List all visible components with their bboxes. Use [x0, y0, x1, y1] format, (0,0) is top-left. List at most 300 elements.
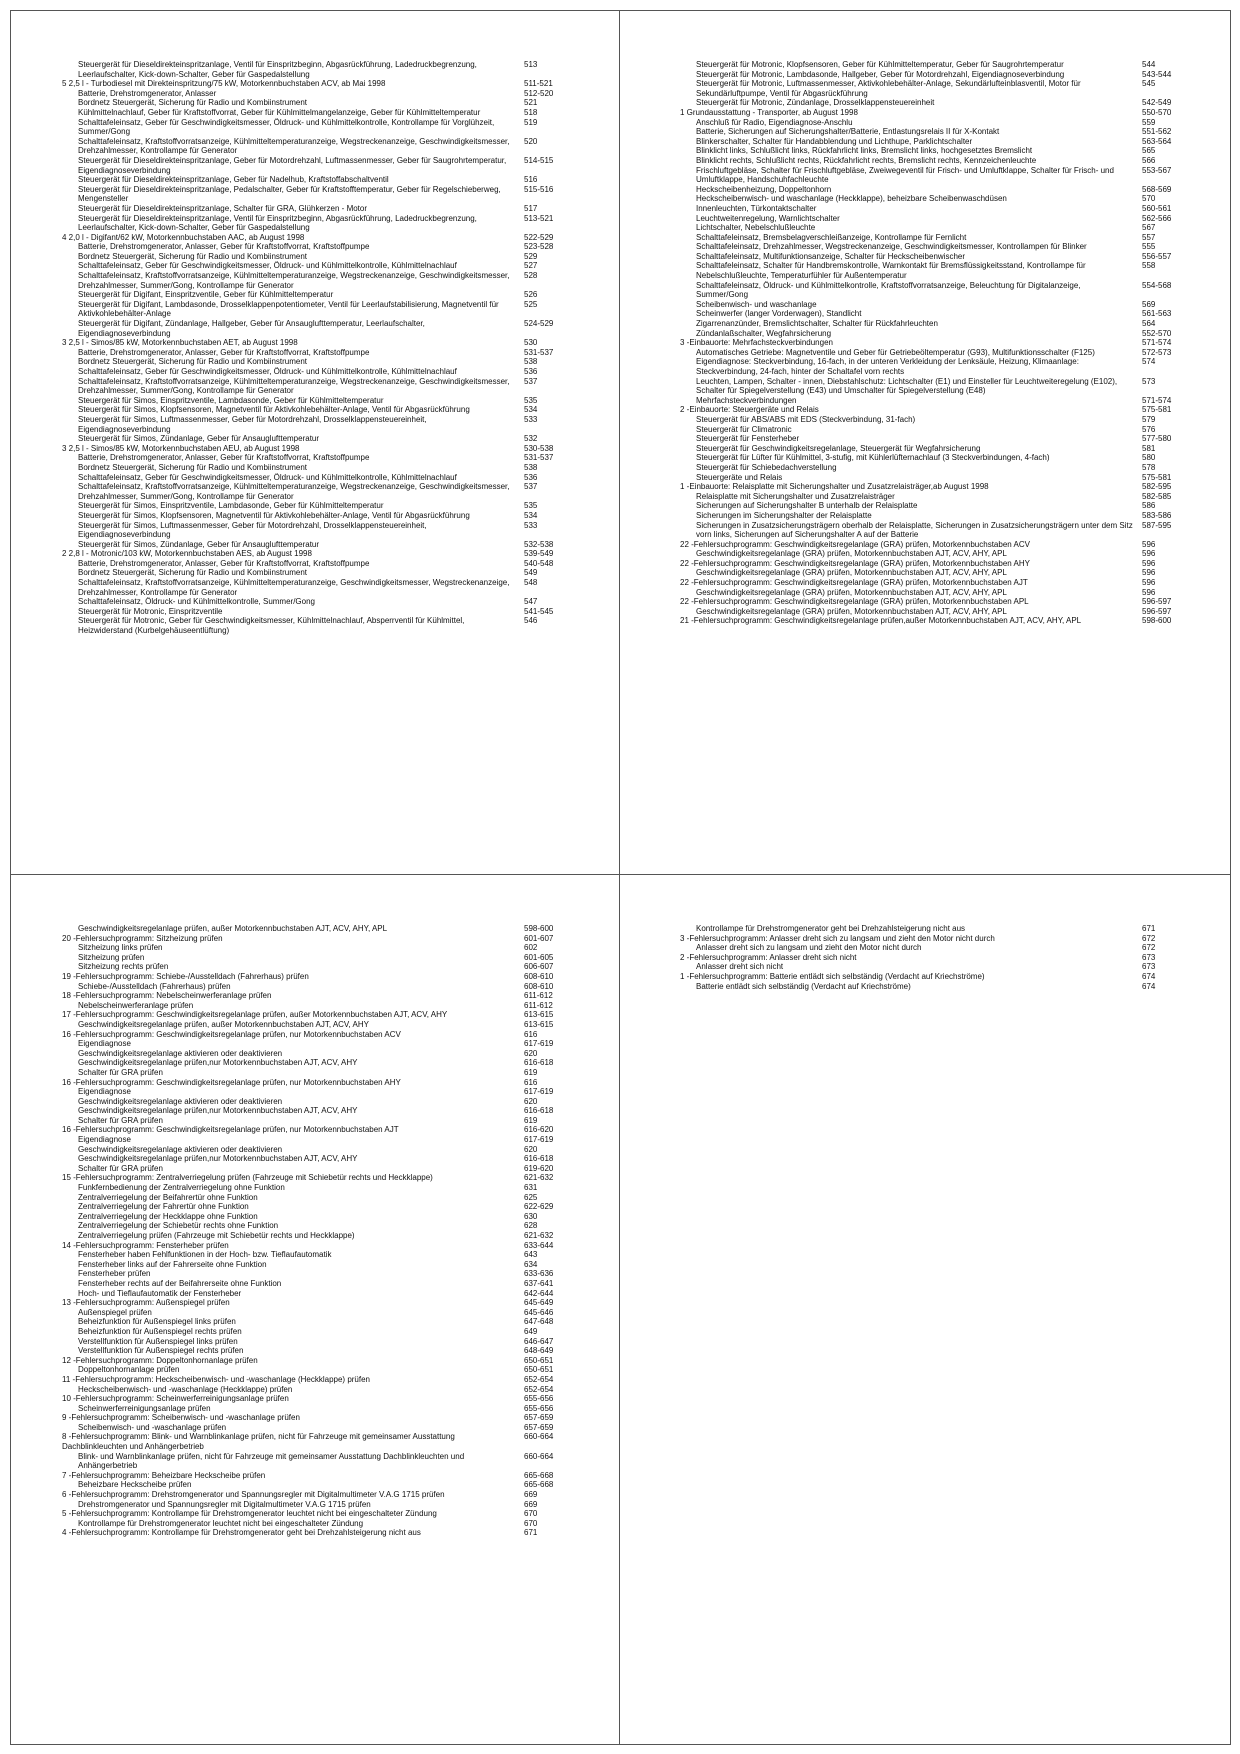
- toc-entry-title: Blinkerschalter, Schalter für Handabblendung und Lichthupe, Parklichtschalter: [696, 136, 973, 146]
- toc-entry[interactable]: [62, 1365, 632, 1375]
- toc-entry[interactable]: [680, 127, 1240, 137]
- toc-section-entry[interactable]: [680, 108, 1240, 118]
- toc-entry[interactable]: [62, 185, 632, 204]
- toc-entry[interactable]: [680, 300, 1240, 310]
- toc-entry[interactable]: [62, 137, 632, 156]
- toc-entry[interactable]: [680, 281, 1240, 300]
- toc-entry-title: Steuergerät für Dieseldirekteinspritzanlage, Schalter für GRA, Glühkerzen - Motor: [78, 203, 368, 213]
- toc-entry[interactable]: [62, 175, 632, 185]
- toc-entry-title: Scheibenwisch- und -waschanlage prüfen: [78, 1422, 227, 1432]
- toc-entry-pages: 643: [524, 1250, 538, 1260]
- toc-section-entry[interactable]: [62, 1432, 632, 1451]
- toc-entry[interactable]: [62, 1020, 632, 1030]
- toc-entry[interactable]: [680, 415, 1240, 425]
- toc-entry[interactable]: [62, 405, 632, 415]
- toc-entry-title: Geschwindigkeitsregelanlage prüfen,nur Motorkennbuchstaben AJT, ACV, AHY: [78, 1106, 358, 1116]
- toc-entry-pages: 536: [524, 472, 538, 482]
- toc-entry-title: Steuergerät für Simos, Luftmassenmesser, Geber für Motordrehzahl, Drosselklappensteuereinheit, Eigendiagnoseverbindung: [78, 414, 427, 434]
- toc-entry[interactable]: [62, 453, 632, 463]
- toc-entry[interactable]: [680, 329, 1240, 339]
- toc-entry-title: Blinklicht links, Schlußlicht links, Rückfahrlicht links, Bremslicht links, hochgesetztes Bremslicht: [696, 146, 1033, 156]
- toc-entry-title: Sicherungen in Zusatzsicherungsträgern oberhalb der Relaisplatte, Sicherungen in Zusatzsicherungsträgern unter dem Sitz vorn links, Sicherungen auf Sicherungshalter A auf der Batterie: [696, 520, 1133, 540]
- toc-entry-title: Blinklicht rechts, Schlußlicht rechts, Rückfahrlicht rechts, Bremslicht rechts, Kennzeichenleuchte: [696, 155, 1037, 165]
- toc-entry[interactable]: [62, 1260, 632, 1270]
- toc-entry-title: Nebelscheinwerferanlage prüfen: [78, 1000, 194, 1010]
- toc-entry-pages: 673: [1142, 952, 1156, 962]
- toc-entry-title: 15 -Fehlersuchprogramm: Zentralverriegelung prüfen (Fahrzeuge mit Schiebetür rechts und Heckklappe): [62, 1173, 433, 1183]
- toc-entry-title: Fensterheber haben Fehlfunktionen in der Hoch- bzw. Tieflaufautomatik: [78, 1250, 332, 1260]
- toc-entry[interactable]: [62, 1337, 632, 1347]
- toc-entry-pages: 562-566: [1142, 213, 1172, 223]
- toc-entry-pages: 575-581: [1142, 472, 1172, 482]
- toc-entry-pages: 532: [524, 434, 538, 444]
- toc-entry-title: Fensterheber prüfen: [78, 1269, 151, 1279]
- toc-entry-title: 9 -Fehlersuchprogramm: Scheibenwisch- und -waschanlage prüfen: [62, 1413, 300, 1423]
- toc-entry-pages: 556-557: [1142, 251, 1172, 261]
- toc-entry[interactable]: [62, 1250, 632, 1260]
- toc-entry[interactable]: [62, 348, 632, 358]
- toc-entry-pages: 561-563: [1142, 309, 1172, 319]
- toc-entry[interactable]: [62, 1212, 632, 1222]
- toc-entry[interactable]: [62, 242, 632, 252]
- toc-entry[interactable]: [62, 1164, 632, 1174]
- toc-section-entry[interactable]: [62, 1394, 632, 1404]
- toc-entry-pages: 611-612: [524, 1000, 553, 1010]
- toc-section-entry[interactable]: [62, 1078, 632, 1088]
- toc-entry-title: Steuergerät für Digifant, Einspritzventile, Geber für Kühlmitteltemperatur: [78, 290, 334, 300]
- toc-entry-title: 11 -Fehlersuchprogramm: Heckscheibenwisch- und -waschanlage (Heckklappe) prüfen: [62, 1374, 370, 1384]
- toc-entry-pages: 531-537: [524, 453, 554, 463]
- toc-entry[interactable]: [62, 367, 632, 377]
- toc-entry[interactable]: [680, 146, 1240, 156]
- toc-entry-title: Batterie, Drehstromgenerator, Anlasser, Geber für Kraftstoffvorrat, Kraftstoffpumpe: [78, 242, 370, 252]
- toc-entry[interactable]: [680, 194, 1240, 204]
- toc-entry-title: Leuchten, Lampen, Schalter - innen, Diebstahlschutz: Lichtschalter (E1) und Einsteller für Leuchtweiteregelung (E102), Schalter für Spiegelverstellung (E43) und Umschalter für Spiegelverstellung (E48): [696, 376, 1118, 396]
- toc-entry-title: Steuergerät für Simos, Luftmassenmesser, Geber für Motordrehzahl, Drosselklappensteuereinheit, Eigendiagnoseverbindung: [78, 520, 427, 540]
- toc-entry-pages: 558: [1142, 261, 1156, 271]
- toc-entry-pages: 598-600: [1142, 616, 1172, 626]
- toc-entry[interactable]: [62, 1068, 632, 1078]
- toc-entry[interactable]: [62, 1231, 632, 1241]
- toc-entry-pages: 519: [524, 117, 538, 127]
- toc-entry-title: Sicherungen im Sicherungshalter der Relaisplatte: [696, 510, 872, 520]
- toc-entry-pages: 535: [524, 395, 538, 405]
- toc-entry-pages: 512-520: [524, 88, 554, 98]
- toc-entry-title: Sitzheizung prüfen: [78, 952, 145, 962]
- toc-entry[interactable]: [680, 233, 1240, 243]
- toc-entry[interactable]: [680, 357, 1240, 376]
- toc-entry[interactable]: [62, 156, 632, 175]
- toc-entry[interactable]: [680, 924, 1240, 934]
- toc-entry-title: 14 -Fehlersuchprogramm: Fensterheber prüfen: [62, 1240, 229, 1250]
- toc-entry-pages: 530-538: [524, 443, 554, 453]
- toc-entry[interactable]: [680, 319, 1240, 329]
- toc-entry[interactable]: [62, 1346, 632, 1356]
- toc-panel-top-left: [62, 60, 632, 636]
- toc-entry-title: Zentralverriegelung der Heckklappe ohne Funktion: [78, 1211, 258, 1221]
- toc-entry-pages: 613-615: [524, 1019, 554, 1029]
- toc-entry-title: Steuergerät für Simos, Klopfsensoren, Magnetventil für Aktivkohlebehälter-Anlage, Ventil für Abgasrückführung: [78, 510, 470, 520]
- toc-entry-title: 5 -Fehlersuchprogramm: Kontrollampe für Drehstromgenerator leuchtet nicht bei eingeschalteter Zündung: [62, 1509, 437, 1519]
- toc-entry-title: Steuergerät für Dieseldirekteinspritzanlage, Ventil für Einspritzbeginn, Abgasrückführung, Ladedruckbegrenzung, Leerlaufschalter, Kick-down-Schalter, Geber für Gaspedalstellung: [78, 60, 477, 79]
- toc-entry[interactable]: [680, 348, 1240, 358]
- toc-entry[interactable]: [680, 156, 1240, 166]
- toc-section-entry[interactable]: [62, 1490, 632, 1500]
- toc-section-entry[interactable]: [680, 540, 1240, 550]
- toc-entry-pages: 567: [1142, 223, 1156, 233]
- toc-entry-pages: 536: [524, 367, 538, 376]
- toc-entry-pages: 608-610: [524, 971, 554, 981]
- toc-entry[interactable]: [62, 60, 632, 79]
- toc-entry-title: Zentralverriegelung der Schiebetür rechts ohne Funktion: [78, 1221, 279, 1231]
- toc-entry[interactable]: [62, 1135, 632, 1145]
- toc-entry-title: Außenspiegel prüfen: [78, 1307, 152, 1317]
- toc-entry-pages: 577-580: [1142, 434, 1172, 444]
- toc-entry[interactable]: [62, 482, 632, 501]
- toc-section-entry[interactable]: [62, 991, 632, 1001]
- toc-entry[interactable]: [62, 962, 632, 972]
- toc-entry[interactable]: [62, 943, 632, 953]
- toc-entry-title: Verstellfunktion für Außenspiegel rechts prüfen: [78, 1346, 244, 1356]
- toc-entry[interactable]: [62, 290, 632, 300]
- toc-section-entry[interactable]: [62, 1010, 632, 1020]
- toc-entry-title: Steuergerät für ABS/ABS mit EDS (Steckverbindung, 31-fach): [696, 414, 916, 424]
- toc-entry[interactable]: [62, 252, 632, 262]
- toc-entry-pages: 581: [1142, 443, 1156, 453]
- toc-entry[interactable]: [62, 1116, 632, 1126]
- toc-entry-title: Anschluß für Radio, Eigendiagnose-Anschlu: [696, 117, 853, 127]
- toc-entry[interactable]: [62, 1308, 632, 1318]
- toc-entry[interactable]: [62, 271, 632, 290]
- toc-entry-pages: 539-549: [524, 549, 554, 559]
- toc-entry[interactable]: [62, 1404, 632, 1414]
- toc-entry-pages: 522-529: [524, 232, 554, 242]
- toc-entry[interactable]: [62, 1058, 632, 1068]
- toc-section-entry[interactable]: [62, 549, 632, 559]
- toc-entry[interactable]: [62, 1049, 632, 1059]
- toc-entry-pages: 538: [524, 462, 538, 472]
- toc-section-entry[interactable]: [680, 559, 1240, 569]
- toc-entry-pages: 580: [1142, 453, 1156, 463]
- toc-entry-title: Steuergerät für Motronic, Lambdasonde, Hallgeber, Geber für Motordrehzahl, Eigendiagnoseverbindung: [696, 69, 1065, 79]
- toc-entry[interactable]: [680, 982, 1240, 992]
- toc-entry[interactable]: [62, 1327, 632, 1337]
- toc-entry-pages: 642-644: [524, 1288, 554, 1298]
- toc-entry-title: Eigendiagnose: [78, 1039, 131, 1049]
- toc-entry[interactable]: [680, 118, 1240, 128]
- toc-entry-title: Schalter für GRA prüfen: [78, 1067, 163, 1077]
- toc-entry-pages: 670: [524, 1518, 538, 1528]
- toc-entry-pages: 564: [1142, 319, 1156, 329]
- toc-section-entry[interactable]: [62, 444, 632, 454]
- toc-entry-pages: 655-656: [524, 1403, 554, 1413]
- toc-entry[interactable]: [680, 309, 1240, 319]
- toc-section-entry[interactable]: [680, 934, 1240, 944]
- toc-entry[interactable]: [62, 616, 632, 635]
- toc-entry[interactable]: [62, 511, 632, 521]
- toc-entry[interactable]: [680, 492, 1240, 502]
- toc-section-entry[interactable]: [62, 972, 632, 982]
- toc-entry[interactable]: [62, 1097, 632, 1107]
- toc-entry[interactable]: [62, 578, 632, 597]
- toc-entry-title: Bordnetz Steuergerät, Sicherung für Radio und Kombiinstrument: [78, 462, 308, 472]
- toc-entry-pages: 579: [1142, 414, 1156, 424]
- toc-entry[interactable]: [62, 463, 632, 473]
- toc-entry[interactable]: [680, 377, 1240, 396]
- toc-entry-pages: 596: [1142, 568, 1156, 578]
- toc-entry[interactable]: [680, 521, 1240, 540]
- toc-entry-title: 5 2,5 l - Turbodiesel mit Direkteinspritzung/75 kW, Motorkennbuchstaben ACV, ab Mai 1998: [62, 79, 386, 89]
- toc-entry-pages: 617-619: [524, 1039, 554, 1049]
- toc-section-entry[interactable]: [62, 1356, 632, 1366]
- toc-entry[interactable]: [680, 70, 1240, 80]
- toc-entry-pages: 601-607: [524, 933, 554, 943]
- toc-entry[interactable]: [62, 568, 632, 578]
- toc-entry[interactable]: [62, 473, 632, 483]
- toc-entry-pages: 559: [1142, 117, 1156, 127]
- toc-entry[interactable]: [62, 521, 632, 540]
- toc-entry-title: Mehrfachsteckverbindungen: [696, 395, 797, 405]
- toc-entry[interactable]: [680, 463, 1240, 473]
- toc-entry-title: 3 -Fehlersuchprogramm: Anlasser dreht sich zu langsam und zieht den Motor nicht durch: [680, 933, 995, 943]
- toc-entry-title: Steuergerät für Geschwindigkeitsregelanlage, Steuergerät für Wegfahrsicherung: [696, 443, 981, 453]
- toc-entry-title: Steuergerät für Motronic, Zündanlage, Drosselklappensteuereinheit: [696, 98, 935, 108]
- toc-entry-pages: 553-567: [1142, 165, 1172, 175]
- toc-entry[interactable]: [680, 473, 1240, 483]
- toc-entry-title: Doppeltonhornanlage prüfen: [78, 1365, 180, 1375]
- toc-entry-pages: 528: [524, 271, 538, 281]
- toc-entry[interactable]: [680, 511, 1240, 521]
- toc-entry[interactable]: [680, 444, 1240, 454]
- toc-entry-pages: 620: [524, 1096, 538, 1106]
- toc-entry[interactable]: [62, 924, 632, 934]
- toc-entry[interactable]: [62, 357, 632, 367]
- toc-entry-title: Zentralverriegelung der Fahrertür ohne Funktion: [78, 1202, 249, 1212]
- toc-entry-pages: 596: [1142, 558, 1156, 568]
- toc-entry[interactable]: [62, 261, 632, 271]
- toc-entry-pages: 674: [1142, 981, 1156, 991]
- toc-entry-pages: 625: [524, 1192, 538, 1202]
- toc-entry[interactable]: [680, 434, 1240, 444]
- toc-entry-title: 18 -Fehlersuchprogramm: Nebelscheinwerferanlage prüfen: [62, 991, 272, 1001]
- toc-entry[interactable]: [680, 943, 1240, 953]
- toc-entry[interactable]: [680, 185, 1240, 195]
- toc-entry[interactable]: [62, 1279, 632, 1289]
- toc-section-entry[interactable]: [62, 79, 632, 89]
- toc-entry-title: Kontrollampe für Drehstromgenerator leuchtet nicht bei eingeschalteter Zündung: [78, 1518, 364, 1528]
- toc-entry-pages: 537: [524, 376, 538, 386]
- toc-entry[interactable]: [62, 953, 632, 963]
- toc-entry-title: Zündanlaßschalter, Wegfahrsicherung: [696, 328, 832, 338]
- toc-section-entry[interactable]: [62, 1528, 632, 1538]
- toc-entry[interactable]: [62, 1145, 632, 1155]
- toc-entry[interactable]: [680, 568, 1240, 578]
- toc-entry[interactable]: [680, 98, 1240, 108]
- toc-entry-title: Schalttafeleinsatz, Kraftstoffvorratsanzeige, Kühlmitteltemperaturanzeige, Wegstreckenanzeige, Geschwindigkeitsmesser, Drehzahlmesser, Summer/Gong, Kontrollampe für Generator: [78, 482, 510, 501]
- toc-entry-title: Heckscheibenheizung, Doppeltonhorn: [696, 184, 832, 194]
- toc-entry-title: Schalttafeleinsatz, Öldruck- und Kühlmittelkontrolle, Summer/Gong: [78, 597, 315, 607]
- toc-entry[interactable]: [62, 98, 632, 108]
- toc-entry-pages: 650-651: [524, 1355, 554, 1365]
- toc-entry[interactable]: [62, 89, 632, 99]
- toc-entry-pages: 602: [524, 943, 538, 953]
- toc-entry-title: Steuergerät für Simos, Einspritzventile, Lambdasonde, Geber für Kühlmitteltemperatur: [78, 395, 384, 405]
- toc-entry-pages: 619: [524, 1115, 538, 1125]
- toc-entry-pages: 646-647: [524, 1336, 554, 1346]
- toc-entry[interactable]: [62, 300, 632, 319]
- toc-entry[interactable]: [62, 214, 632, 233]
- toc-entry[interactable]: [62, 1183, 632, 1193]
- toc-entry-pages: 543-544: [1142, 69, 1172, 79]
- toc-entry[interactable]: [62, 1500, 632, 1510]
- toc-entry[interactable]: [680, 588, 1240, 598]
- toc-entry-pages: 578: [1142, 462, 1156, 472]
- toc-section-entry[interactable]: [680, 405, 1240, 415]
- toc-entry[interactable]: [62, 319, 632, 338]
- toc-entry[interactable]: [62, 597, 632, 607]
- toc-entry-title: Schalttafeleinsatz, Kraftstoffvorratsanzeige, Kühlmitteltemperaturanzeige, Wegstreckenanzeige, Geschwindigkeitsmesser, Drehzahlmesser, Kontrollampe für Generator: [78, 136, 510, 156]
- toc-section-entry[interactable]: [62, 1375, 632, 1385]
- toc-section-entry[interactable]: [62, 1173, 632, 1183]
- toc-entry[interactable]: [680, 166, 1240, 185]
- toc-section-entry[interactable]: [62, 1509, 632, 1519]
- toc-entry-pages: 563-564: [1142, 136, 1172, 146]
- toc-entry[interactable]: [680, 242, 1240, 252]
- toc-entry-title: Beheizfunktion für Außenspiegel links prüfen: [78, 1317, 236, 1327]
- toc-entry-title: 21 -Fehlersuchprogramm: Geschwindigkeitsregelanlage prüfen,außer Motorkennbuchstaben AJT, ACV, AHY, APL: [680, 616, 1082, 626]
- toc-entry[interactable]: [62, 415, 632, 434]
- toc-entry-pages: 520: [524, 136, 538, 146]
- toc-entry[interactable]: [62, 1087, 632, 1097]
- toc-section-entry[interactable]: [680, 338, 1240, 348]
- toc-entry-pages: 671: [524, 1528, 538, 1538]
- toc-entry[interactable]: [62, 1039, 632, 1049]
- toc-entry[interactable]: [62, 1289, 632, 1299]
- toc-entry-pages: 652-654: [524, 1384, 554, 1394]
- toc-entry-title: Bordnetz Steuergerät, Sicherung für Radio und Kombiinstrument: [78, 568, 308, 578]
- toc-entry-title: Eigendiagnose: Steckverbindung, 16-fach, in der unteren Verkleidung der Lenksäule, Heizung, Klimaanlage: Steckverbindung, 24-fach, hinter der Schaltafel vorn rechts: [696, 357, 1079, 376]
- toc-entry[interactable]: [680, 60, 1240, 70]
- toc-entry[interactable]: [62, 1480, 632, 1490]
- toc-section-entry[interactable]: [62, 1030, 632, 1040]
- toc-entry[interactable]: [62, 540, 632, 550]
- toc-entry-title: 22 -Fehlersuchprogramm: Geschwindigkeitsregelanlage (GRA) prüfen, Motorkennbuchstaben ACV: [680, 539, 1030, 549]
- toc-entry-title: Schalttafeleinsatz, Geber für Geschwindigkeitsmesser, Öldruck- und Kühlmittelkontrolle, Kontrollampe für Vorglühzeit, Summer/Gong: [78, 117, 495, 137]
- toc-entry[interactable]: [62, 1423, 632, 1433]
- toc-entry[interactable]: [62, 1269, 632, 1279]
- toc-entry[interactable]: [62, 1519, 632, 1529]
- toc-entry-pages: 669: [524, 1490, 538, 1500]
- toc-section-entry[interactable]: [62, 934, 632, 944]
- toc-section-entry[interactable]: [62, 1241, 632, 1251]
- toc-entry[interactable]: [62, 434, 632, 444]
- toc-entry-pages: 670: [524, 1509, 538, 1519]
- toc-section-entry[interactable]: [62, 1471, 632, 1481]
- toc-entry[interactable]: [680, 425, 1240, 435]
- toc-entry[interactable]: [62, 501, 632, 511]
- toc-entry[interactable]: [680, 549, 1240, 559]
- toc-entry[interactable]: [62, 1154, 632, 1164]
- toc-entry[interactable]: [62, 607, 632, 617]
- toc-entry-pages: 645-649: [524, 1298, 554, 1308]
- toc-section-entry[interactable]: [62, 233, 632, 243]
- toc-entry[interactable]: [62, 118, 632, 137]
- toc-entry-pages: 574: [1142, 357, 1156, 367]
- toc-entry[interactable]: [680, 137, 1240, 147]
- toc-entry-pages: 531-537: [524, 347, 554, 357]
- toc-entry[interactable]: [62, 1001, 632, 1011]
- toc-entry-title: 3 -Einbauorte: Mehrfachsteckverbindungen: [680, 338, 833, 348]
- toc-entry-title: Schalttafeleinsatz, Drehzahlmesser, Wegstreckenanzeige, Geschwindigkeitsmesser, Kontrollampen für Blinker: [696, 242, 1087, 252]
- toc-entry[interactable]: [62, 377, 632, 396]
- toc-entry-pages: 518: [524, 107, 538, 117]
- toc-entry[interactable]: [680, 252, 1240, 262]
- toc-entry-title: Steuergerät für Fensterheber: [696, 434, 800, 444]
- toc-entry[interactable]: [62, 1202, 632, 1212]
- toc-section-entry[interactable]: [62, 1125, 632, 1135]
- toc-entry[interactable]: [680, 962, 1240, 972]
- toc-section-entry[interactable]: [62, 338, 632, 348]
- toc-section-entry[interactable]: [680, 482, 1240, 492]
- toc-entry[interactable]: [680, 261, 1240, 280]
- toc-entry-title: 16 -Fehlersuchprogramm: Geschwindigkeitsregelanlage prüfen, nur Motorkennbuchstaben AHY: [62, 1077, 401, 1087]
- toc-entry[interactable]: [680, 453, 1240, 463]
- toc-entry[interactable]: [680, 607, 1240, 617]
- toc-entry-title: 16 -Fehlersuchprogramm: Geschwindigkeitsregelanlage prüfen, nur Motorkennbuchstaben ACV: [62, 1029, 401, 1039]
- toc-entry[interactable]: [62, 1317, 632, 1327]
- toc-entry-pages: 634: [524, 1259, 538, 1269]
- toc-entry[interactable]: [680, 223, 1240, 233]
- toc-section-entry[interactable]: [62, 1413, 632, 1423]
- toc-entry[interactable]: [62, 396, 632, 406]
- toc-section-entry[interactable]: [62, 1298, 632, 1308]
- toc-section-entry[interactable]: [680, 972, 1240, 982]
- toc-entry-pages: 672: [1142, 933, 1156, 943]
- toc-entry-title: Steuergerät für Digifant, Zündanlage, Hallgeber, Geber für Ansauglufttemperatur, Leerlaufschalter, Eigendiagnoseverbindung: [78, 319, 425, 338]
- toc-entry[interactable]: [62, 1106, 632, 1116]
- toc-section-entry[interactable]: [680, 616, 1240, 626]
- toc-entry-pages: 596-597: [1142, 606, 1172, 616]
- toc-entry-pages: 647-648: [524, 1317, 554, 1327]
- toc-entry[interactable]: [62, 1193, 632, 1203]
- toc-entry[interactable]: [680, 501, 1240, 511]
- toc-entry-title: 16 -Fehlersuchprogramm: Geschwindigkeitsregelanlage prüfen, nur Motorkennbuchstaben AJT: [62, 1125, 399, 1135]
- toc-entry-title: Batterie, Drehstromgenerator, Anlasser, Geber für Kraftstoffvorrat, Kraftstoffpumpe: [78, 347, 370, 357]
- toc-section-entry[interactable]: [680, 578, 1240, 588]
- toc-entry[interactable]: [62, 1385, 632, 1395]
- toc-entry-pages: 621-632: [524, 1173, 554, 1183]
- toc-entry-title: Schalttafeleinsatz, Öldruck- und Kühlmittelkontrolle, Kraftstoffvorratsanzeige, Beleuchtung für Digitalanzeige, Summer/Gong: [696, 280, 1081, 300]
- toc-entry-pages: 547: [524, 597, 538, 607]
- toc-entry[interactable]: [62, 1221, 632, 1231]
- toc-entry[interactable]: [62, 108, 632, 118]
- toc-entry-pages: 637-641: [524, 1278, 554, 1288]
- toc-entry-title: Geschwindigkeitsregelanlage prüfen, außer Motorkennbuchstaben AJT, ACV, AHY: [78, 1019, 369, 1029]
- toc-entry[interactable]: [62, 559, 632, 569]
- toc-section-entry[interactable]: [680, 953, 1240, 963]
- toc-entry-title: Frischluftgebläse, Schalter für Frischluftgebläse, Zweiwegeventil für Frisch- und Umluftklappe, Schalter für Frisch- und Umluftklappe, Handschuhfachleuchte: [696, 165, 1114, 185]
- toc-entry-title: 1 Grundausstattung - Transporter, ab August 1998: [680, 107, 858, 117]
- toc-entry[interactable]: [680, 79, 1240, 98]
- toc-entry[interactable]: [62, 1452, 632, 1471]
- toc-section-entry[interactable]: [680, 597, 1240, 607]
- toc-entry[interactable]: [680, 396, 1240, 406]
- toc-entry-pages: 613-615: [524, 1010, 554, 1020]
- toc-entry[interactable]: [62, 204, 632, 214]
- toc-entry[interactable]: [680, 214, 1240, 224]
- toc-entry[interactable]: [62, 982, 632, 992]
- toc-entry[interactable]: [680, 204, 1240, 214]
